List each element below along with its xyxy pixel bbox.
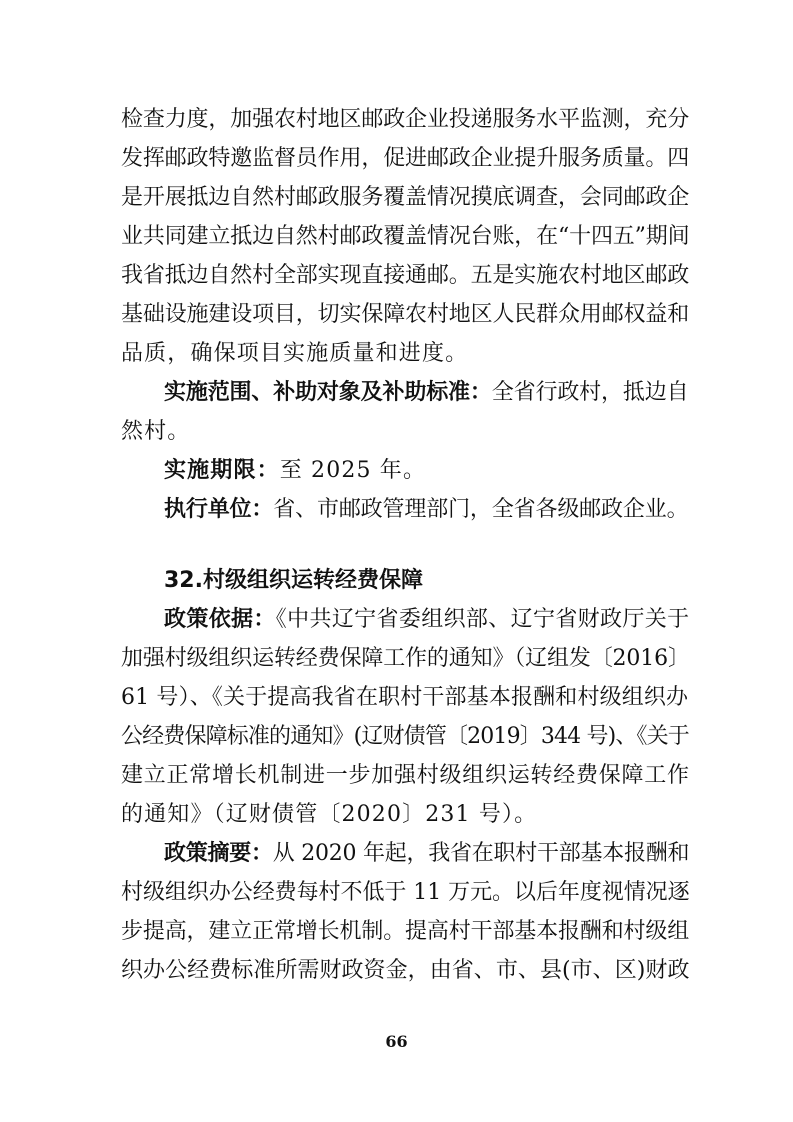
scope-paragraph [164, 379, 689, 407]
summary-paragraph [164, 840, 690, 868]
paragraph-line: 是开展抵边自然村邮政服务覆盖情况摸底调查，会同邮政企 [121, 185, 690, 210]
paragraph-line: 步提高，建立正常增长机制。提高村干部基本报酬和村级组 [121, 919, 690, 944]
section-heading: 32.村级组织运转经费保障 [164, 568, 423, 593]
scope-text: 全省行政村，抵边自 [491, 380, 689, 405]
basis-text: 《中共辽宁省委组织部、辽宁省财政厅关于 [275, 607, 690, 632]
paragraph-line: 织办公经费标准所需财政资金，由省、市、县(市、区)财政 [121, 958, 690, 983]
paragraph-line: 然村。 [121, 419, 191, 444]
paragraph-line: 建立正常增长机制进一步加强村级组织运转经费保障工作 [121, 763, 690, 788]
paragraph-line: 61 号）、《关于提高我省在职村干部基本报酬和村级组织办 [121, 685, 689, 710]
paragraph-line: 检查力度，加强农村地区邮政企业投递服务水平监测，充分 [121, 107, 690, 132]
paragraph-line: 业共同建立抵边自然村邮政覆盖情况台账，在“十四五”期间 [121, 224, 690, 249]
paragraph-line: 的通知》（辽财债管〔2020〕231 号）。 [121, 802, 538, 827]
paragraph-line: 品质，确保项目实施质量和进度。 [121, 341, 469, 366]
paragraph-line: 发挥邮政特邀监督员作用，促进邮政企业提升服务质量。四 [121, 146, 690, 171]
paragraph-line: 村级组织办公经费每村不低于 11 万元。以后年度视情况逐 [121, 880, 690, 905]
page-number: 66 [385, 1032, 408, 1051]
unit-paragraph [164, 496, 689, 524]
scope-label: 实施范围、补助对象及补助标准： [164, 380, 492, 405]
unit-text: 省、市邮政管理部门，全省各级邮政企业。 [273, 497, 689, 522]
period-label: 实施期限： [164, 458, 280, 483]
paragraph-line: 我省抵边自然村全部实现直接通邮。五是实施农村地区邮政 [121, 263, 690, 288]
paragraph-line: 公经费保障标准的通知》(辽财债管〔2019〕344 号)、《关于 [121, 724, 689, 749]
unit-label: 执行单位： [164, 497, 274, 522]
paragraph-line: 加强村级组织运转经费保障工作的通知》（辽组发〔2016〕 [121, 646, 690, 671]
summary-label: 政策摘要： [164, 841, 273, 866]
paragraph-line: 基础设施建设项目，切实保障农村地区人民群众用邮权益和 [121, 302, 690, 327]
basis-label: 政策依据： [164, 607, 276, 632]
period-paragraph [164, 457, 676, 485]
basis-paragraph [164, 606, 690, 634]
summary-text: 从 2020 年起，我省在职村干部基本报酬和 [272, 841, 690, 866]
period-text: 至 2025 年。 [279, 458, 427, 483]
